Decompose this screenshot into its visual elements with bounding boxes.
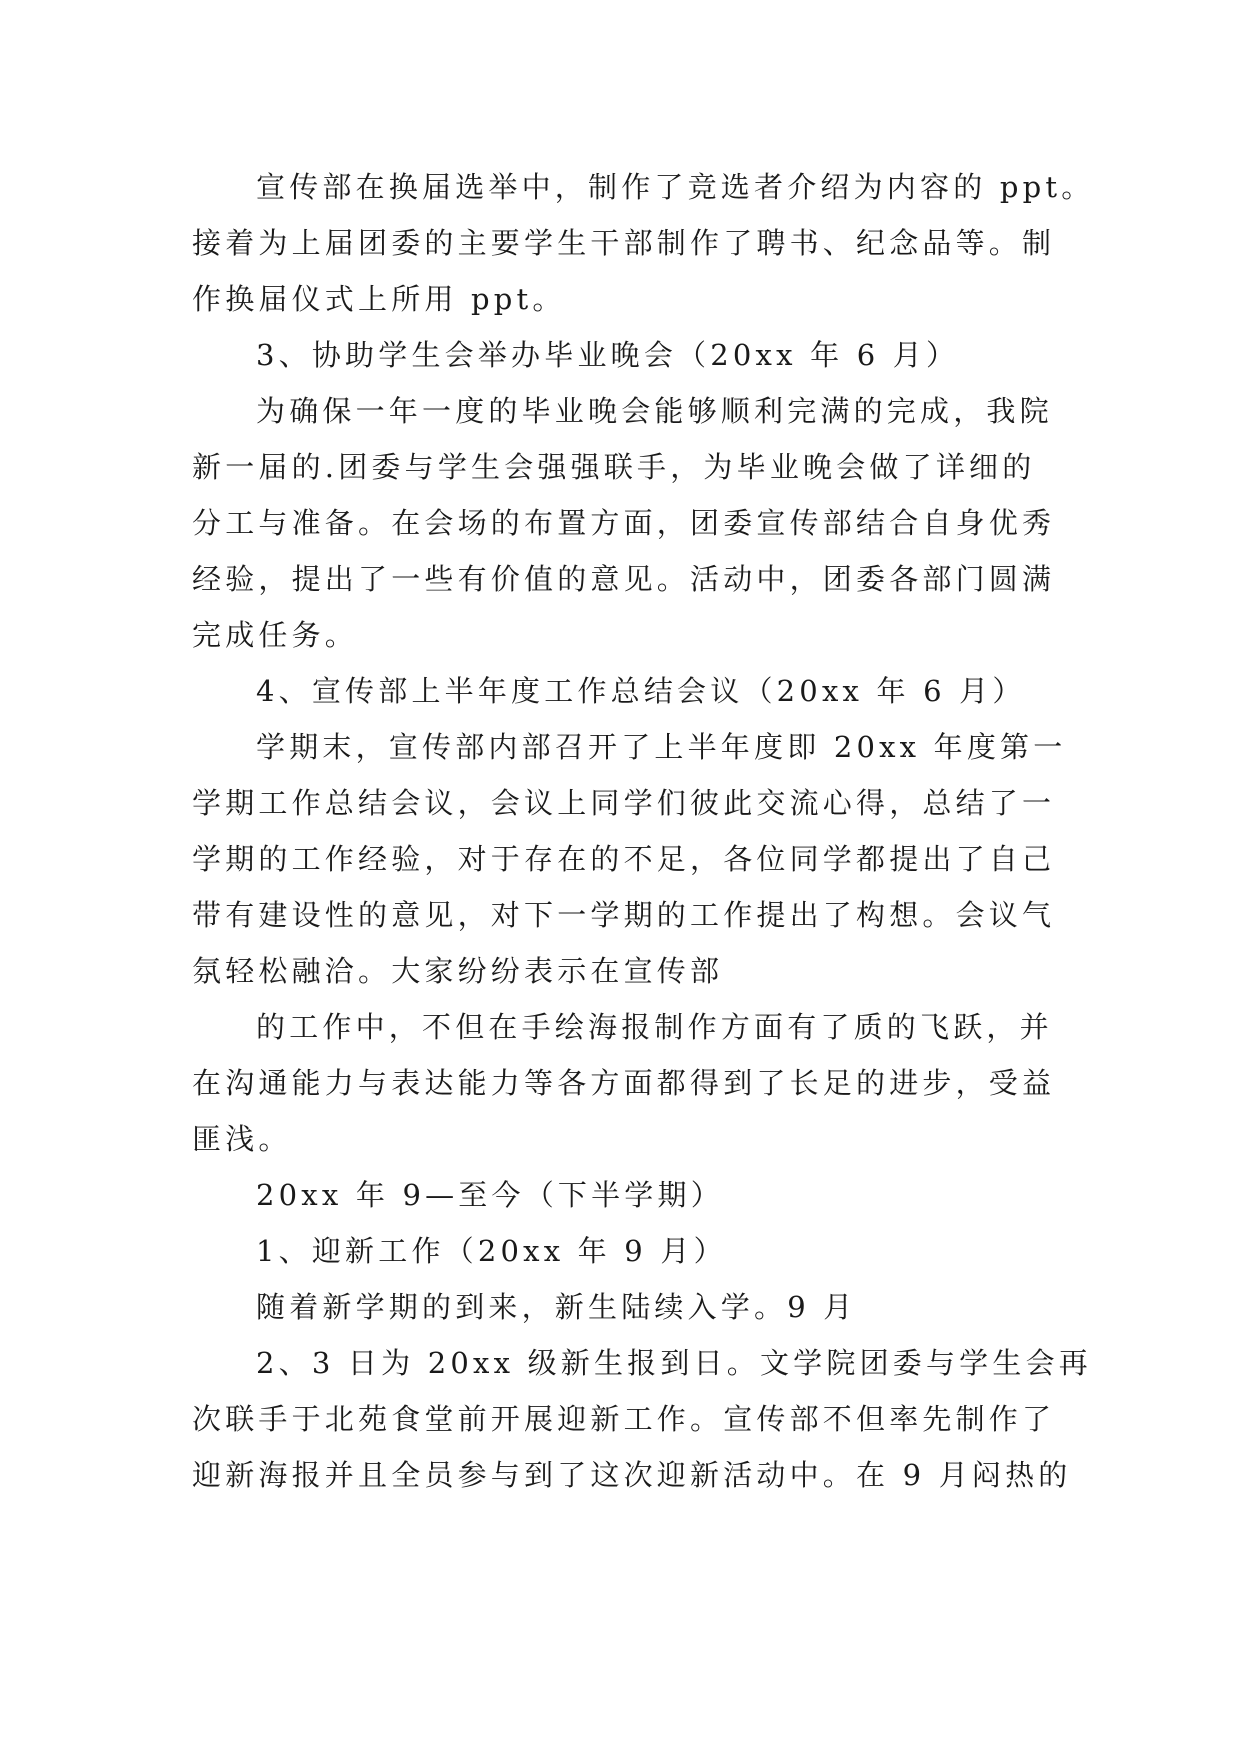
- paragraph-line: 随着新学期的到来，新生陆续入学。9 月: [256, 1290, 857, 1324]
- paragraph-line: 分工与准备。在会场的布置方面，团委宣传部结合自身优秀: [192, 506, 1056, 540]
- paragraph-line: 在沟通能力与表达能力等各方面都得到了长足的进步，受益: [192, 1066, 1056, 1100]
- paragraph-line: 作换届仪式上所用 ppt。: [192, 282, 566, 316]
- paragraph-line: 2、3 日为 20xx 级新生报到日。文学院团委与学生会再: [256, 1346, 1092, 1380]
- paragraph-line: 带有建设性的意见，对下一学期的工作提出了构想。会议气: [192, 898, 1056, 932]
- paragraph-line: 经验，提出了一些有价值的意见。活动中，团委各部门圆满: [192, 562, 1056, 596]
- paragraph-line: 匪浅。: [192, 1122, 292, 1156]
- paragraph-line: 学期的工作经验，对于存在的不足，各位同学都提出了自己: [192, 842, 1056, 876]
- section-heading: 20xx 年 9—至今（下半学期）: [256, 1178, 724, 1212]
- paragraph-line: 宣传部在换届选举中，制作了竞选者介绍为内容的 ppt。: [256, 170, 1095, 204]
- section-heading: 4、宣传部上半年度工作总结会议（20xx 年 6 月）: [256, 674, 1026, 708]
- paragraph-line: 完成任务。: [192, 618, 359, 652]
- paragraph-line: 迎新海报并且全员参与到了这次迎新活动中。在 9 月闷热的: [192, 1458, 1072, 1492]
- paragraph-line: 次联手于北苑食堂前开展迎新工作。宣传部不但率先制作了: [192, 1402, 1056, 1436]
- section-heading: 3、协助学生会举办毕业晚会（20xx 年 6 月）: [256, 338, 960, 372]
- paragraph-line: 学期工作总结会议，会议上同学们彼此交流心得，总结了一: [192, 786, 1056, 820]
- paragraph-line: 为确保一年一度的毕业晚会能够顺利完满的完成，我院: [256, 394, 1053, 428]
- paragraph-line: 氛轻松融洽。大家纷纷表示在宣传部: [192, 954, 724, 988]
- section-heading: 1、迎新工作（20xx 年 9 月）: [256, 1234, 727, 1268]
- paragraph-line: 学期末，宣传部内部召开了上半年度即 20xx 年度第一: [256, 730, 1067, 764]
- paragraph-line: 的工作中，不但在手绘海报制作方面有了质的飞跃，并: [256, 1010, 1053, 1044]
- paragraph-line: 新一届的.团委与学生会强强联手，为毕业晚会做了详细的: [192, 450, 1036, 484]
- paragraph-line: 接着为上届团委的主要学生干部制作了聘书、纪念品等。制: [192, 226, 1056, 260]
